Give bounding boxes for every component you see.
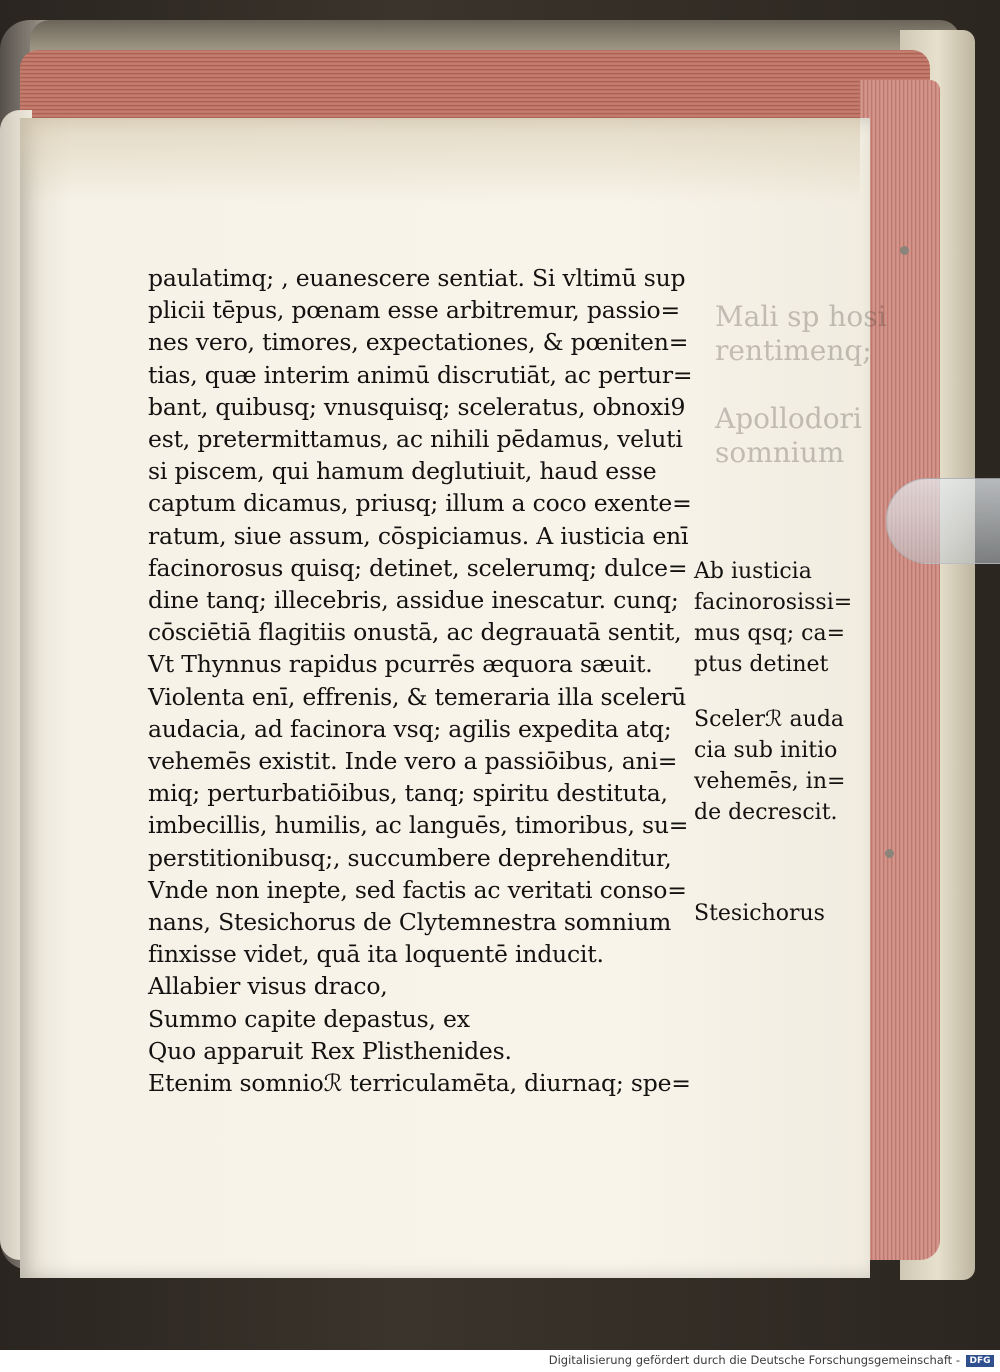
- text-line: est, pretermittamus, ac nihili pēdamus, veluti: [148, 425, 683, 454]
- text-line: imbecillis, humilis, ac languēs, timoribus, su=: [148, 811, 689, 840]
- text-line: nans, Stesichorus de Clytemnestra somnium: [148, 908, 672, 937]
- water-stain: [20, 118, 860, 203]
- text-line: ratum, siue assum, cōspiciamus. A iusticia enī: [148, 521, 689, 550]
- text-line: Quo apparuit Rex Plisthenides.: [148, 1036, 512, 1065]
- note-line: facinorosissi=: [694, 590, 853, 615]
- note-line: mus qsq; ca=: [694, 621, 846, 646]
- text-line: miq; perturbatiōibus, tanq; spiritu destituta,: [148, 779, 668, 808]
- text-line: si piscem, qui hamum deglutiuit, haud esse: [148, 457, 657, 486]
- note-line: Scelerℛ auda: [694, 707, 845, 732]
- text-line: finxisse videt, quā ita loquentē inducit.: [148, 940, 604, 969]
- page-clip: [886, 478, 1000, 564]
- marginal-note-audacia: [694, 704, 845, 828]
- text-line: Summo capite depastus, ex: [148, 1004, 470, 1033]
- show-through-text: Mali sp hosi rentimenq; Apollodori somnium: [715, 300, 887, 469]
- main-text-block: [148, 262, 693, 1099]
- text-line: Vt Thynnus rapidus pcurrēs æquora sæuit.: [148, 650, 653, 679]
- footer-bar: [0, 1350, 1000, 1372]
- marginal-note-iusticia: [694, 556, 852, 680]
- binding-hole: [900, 246, 909, 255]
- text-line: vehemēs existit. Inde vero a passiōibus, ani=: [148, 747, 678, 776]
- text-line: nes vero, timores, expectationes, & pœniten=: [148, 328, 689, 357]
- binding-hole: [885, 849, 894, 858]
- marginal-note-stesichorus: [694, 898, 825, 929]
- text-line: Vnde non inepte, sed factis ac veritati conso=: [148, 875, 687, 904]
- note-line: Stesichorus: [694, 901, 825, 926]
- text-line: paulatimq; , euanescere sentiat. Si vltimū sup: [148, 264, 686, 292]
- note-line: cia sub initio: [694, 738, 838, 763]
- page-edges-top: [20, 50, 930, 120]
- text-line: perstitionibusq;, succumbere deprehenditur,: [148, 843, 672, 872]
- text-line: captum dicamus, priusq; illum a coco exente=: [148, 489, 692, 518]
- text-line: cōsciētiā flagitiis onustā, ac degrauatā sentit,: [148, 618, 682, 647]
- text-line: bant, quibusq; vnusquisq; sceleratus, obnoxi9: [148, 392, 686, 421]
- text-line: facinorosus quisq; detinet, scelerumq; dulce=: [148, 553, 688, 582]
- note-line: Ab iusticia: [694, 559, 812, 584]
- text-line: Etenim somnioℛ terriculamēta, diurnaq; spe=: [148, 1069, 691, 1098]
- note-line: vehemēs, in=: [694, 769, 846, 794]
- text-line: Allabier visus draco,: [148, 972, 388, 1001]
- text-line: dine tanq; illecebris, assidue inescatur. cunq;: [148, 586, 679, 615]
- note-line: de decrescit.: [694, 800, 838, 825]
- footer-credit: Digitalisierung gefördert durch die Deutsche Forschungsgemeinschaft -: [548, 1353, 960, 1367]
- text-line: tias, quæ interim animū discrutiāt, ac pertur=: [148, 360, 693, 389]
- text-line: plicii tēpus, pœnam esse arbitremur, passio=: [148, 296, 680, 325]
- note-line: ptus detinet: [694, 652, 829, 677]
- page-edges-right: [860, 80, 940, 1260]
- dfg-logo-icon: DFG: [966, 1355, 994, 1367]
- text-line: Violenta enī, effrenis, & temeraria illa scelerū: [148, 682, 687, 711]
- text-line: audacia, ad facinora vsq; agilis expedita atq;: [148, 714, 672, 743]
